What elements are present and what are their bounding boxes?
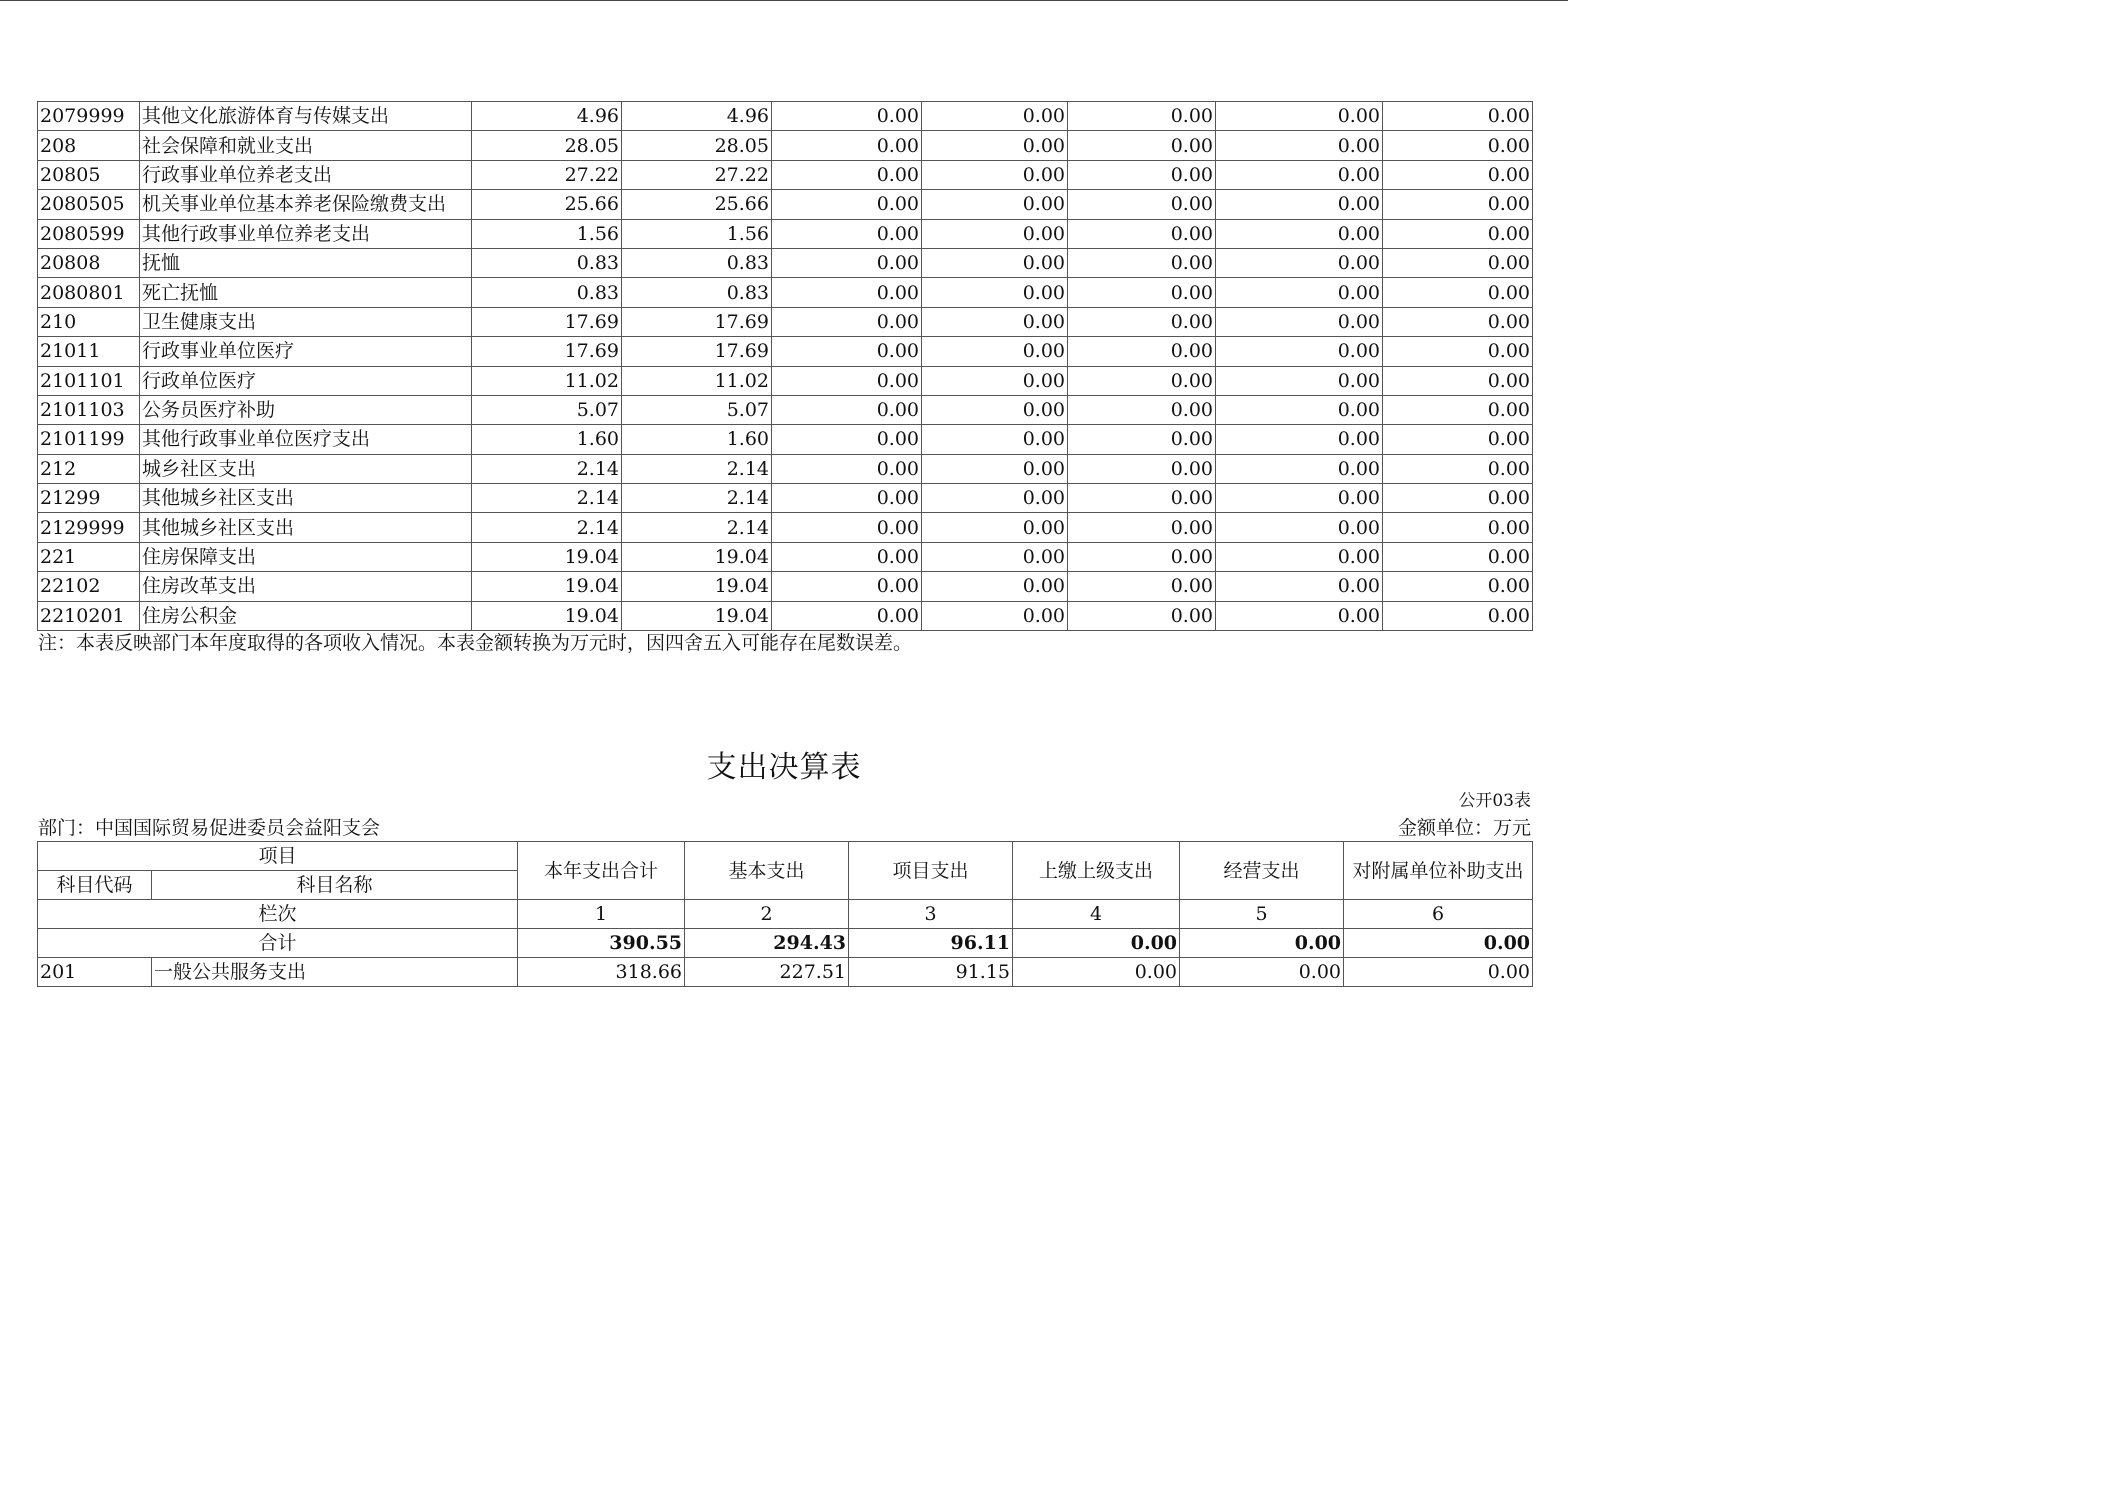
- row-code: 22102: [38, 572, 140, 601]
- header-code: 科目代码: [38, 871, 152, 900]
- row-value: 0.00: [1383, 219, 1533, 248]
- row-value: 2.14: [472, 484, 622, 513]
- row-code: 20805: [38, 160, 140, 189]
- page-top-border: [0, 0, 1568, 1]
- row-value: 0.83: [622, 248, 772, 277]
- row-name: 其他行政事业单位医疗支出: [140, 425, 472, 454]
- row-code: 2210201: [38, 601, 140, 630]
- row-value: 19.04: [622, 601, 772, 630]
- row-value: 0.00: [772, 131, 922, 160]
- row-value: 11.02: [472, 366, 622, 395]
- index-num: 4: [1013, 900, 1180, 929]
- department-label: 部门：中国国际贸易促进委员会益阳支会: [38, 817, 381, 839]
- row-name: 行政单位医疗: [140, 366, 472, 395]
- table-row: [38, 102, 1533, 131]
- header-row-1: [38, 842, 1533, 871]
- row-value: 17.69: [472, 337, 622, 366]
- row-value: 4.96: [622, 102, 772, 131]
- row-value: 0.00: [772, 278, 922, 307]
- row-value: 0.00: [1216, 160, 1383, 189]
- row-value: 1.56: [622, 219, 772, 248]
- table-row: [38, 484, 1533, 513]
- row-value: 1.60: [472, 425, 622, 454]
- total-value: 390.55: [518, 929, 685, 958]
- row-value: 0.00: [1383, 425, 1533, 454]
- row-value: 27.22: [472, 160, 622, 189]
- row-value: 0.00: [1216, 131, 1383, 160]
- table-row: [38, 601, 1533, 630]
- row-value: 0.00: [922, 278, 1068, 307]
- row-value: 0.00: [1216, 601, 1383, 630]
- row-name: 死亡抚恤: [140, 278, 472, 307]
- row-value: 19.04: [622, 542, 772, 571]
- row-value: 0.00: [1216, 190, 1383, 219]
- row-value: 0.00: [772, 366, 922, 395]
- row-code: 21011: [38, 337, 140, 366]
- row-value: 0.00: [1068, 425, 1216, 454]
- table-row: [38, 572, 1533, 601]
- row-value: 0.00: [1068, 484, 1216, 513]
- page-title: 支出决算表: [706, 750, 862, 785]
- table-row: [38, 337, 1533, 366]
- amount-unit-label: 金额单位：万元: [1397, 817, 1531, 839]
- row-value: 0.00: [1068, 248, 1216, 277]
- row-value: 0.00: [1180, 958, 1344, 987]
- row-value: 0.00: [772, 337, 922, 366]
- row-value: 0.00: [1383, 190, 1533, 219]
- table-row: [38, 190, 1533, 219]
- row-value: 1.56: [472, 219, 622, 248]
- row-value: 0.00: [1383, 366, 1533, 395]
- row-value: 0.00: [1068, 366, 1216, 395]
- row-value: 27.22: [622, 160, 772, 189]
- row-name: 公务员医疗补助: [140, 395, 472, 424]
- row-value: 0.00: [922, 572, 1068, 601]
- row-value: 19.04: [472, 572, 622, 601]
- table-row: [38, 131, 1533, 160]
- table-note: 注：本表反映部门本年度取得的各项收入情况。本表金额转换为万元时，因四舍五入可能存在尾数误差。: [38, 632, 913, 654]
- row-value: 0.00: [922, 160, 1068, 189]
- header-col-subsidy: 对附属单位补助支出: [1344, 842, 1533, 900]
- row-value: 0.00: [772, 484, 922, 513]
- row-value: 25.66: [472, 190, 622, 219]
- row-value: 0.00: [1383, 542, 1533, 571]
- row-value: 0.00: [1068, 131, 1216, 160]
- header-col-total: 本年支出合计: [518, 842, 685, 900]
- row-value: 0.00: [1068, 102, 1216, 131]
- row-value: 0.00: [1068, 572, 1216, 601]
- header-col-operating: 经营支出: [1180, 842, 1344, 900]
- row-code: 210: [38, 307, 140, 336]
- row-value: 0.00: [1383, 160, 1533, 189]
- row-value: 0.00: [1068, 278, 1216, 307]
- row-value: 318.66: [518, 958, 685, 987]
- row-value: 2.14: [622, 513, 772, 542]
- row-value: 227.51: [685, 958, 849, 987]
- row-value: 5.07: [472, 395, 622, 424]
- row-code: 21299: [38, 484, 140, 513]
- row-value: 0.00: [1013, 958, 1180, 987]
- table-row: [38, 366, 1533, 395]
- row-value: 0.00: [1383, 102, 1533, 131]
- row-code: 2129999: [38, 513, 140, 542]
- row-value: 0.00: [1068, 513, 1216, 542]
- table-row: [38, 395, 1533, 424]
- row-value: 0.00: [1068, 542, 1216, 571]
- row-value: 0.00: [922, 102, 1068, 131]
- row-value: 0.00: [772, 190, 922, 219]
- row-value: 0.00: [1383, 395, 1533, 424]
- header-name: 科目名称: [152, 871, 518, 900]
- row-value: 0.00: [772, 160, 922, 189]
- row-code: 212: [38, 454, 140, 483]
- row-value: 0.00: [922, 484, 1068, 513]
- row-value: 0.00: [772, 454, 922, 483]
- row-value: 0.00: [1216, 454, 1383, 483]
- form-number: 公开03表: [1458, 791, 1531, 811]
- header-col-remit: 上缴上级支出: [1013, 842, 1180, 900]
- row-value: 0.00: [772, 513, 922, 542]
- row-value: 0.00: [1383, 454, 1533, 483]
- row-name: 行政事业单位医疗: [140, 337, 472, 366]
- row-value: 25.66: [622, 190, 772, 219]
- row-name: 其他城乡社区支出: [140, 513, 472, 542]
- row-value: 0.00: [1383, 484, 1533, 513]
- expenditure-table: [37, 841, 1533, 987]
- row-code: 2080505: [38, 190, 140, 219]
- total-row: [38, 929, 1533, 958]
- row-name: 其他行政事业单位养老支出: [140, 219, 472, 248]
- row-value: 0.00: [922, 190, 1068, 219]
- row-value: 0.00: [1216, 366, 1383, 395]
- table-row: [38, 454, 1533, 483]
- index-num: 6: [1344, 900, 1533, 929]
- row-value: 0.00: [1383, 337, 1533, 366]
- row-value: 0.00: [1216, 278, 1383, 307]
- row-value: 0.00: [1068, 601, 1216, 630]
- row-value: 0.00: [922, 513, 1068, 542]
- row-value: 4.96: [472, 102, 622, 131]
- row-value: 0.00: [1068, 160, 1216, 189]
- row-name: 住房保障支出: [140, 542, 472, 571]
- row-value: 11.02: [622, 366, 772, 395]
- row-value: 28.05: [472, 131, 622, 160]
- row-value: 0.00: [1216, 484, 1383, 513]
- row-name: 卫生健康支出: [140, 307, 472, 336]
- row-value: 19.04: [472, 542, 622, 571]
- row-value: 0.00: [1216, 307, 1383, 336]
- row-value: 0.00: [1216, 395, 1383, 424]
- row-value: 0.00: [922, 219, 1068, 248]
- row-value: 0.00: [1383, 572, 1533, 601]
- index-num: 1: [518, 900, 685, 929]
- row-value: 0.00: [1216, 337, 1383, 366]
- row-value: 0.83: [472, 278, 622, 307]
- row-value: 0.00: [1216, 102, 1383, 131]
- row-code: 221: [38, 542, 140, 571]
- row-name: 其他文化旅游体育与传媒支出: [140, 102, 472, 131]
- index-row: [38, 900, 1533, 929]
- row-value: 0.00: [1383, 601, 1533, 630]
- total-value: 294.43: [685, 929, 849, 958]
- row-value: 0.00: [1068, 454, 1216, 483]
- row-value: 17.69: [622, 307, 772, 336]
- row-code: 2080599: [38, 219, 140, 248]
- row-name: 机关事业单位基本养老保险缴费支出: [140, 190, 472, 219]
- table-row: [38, 425, 1533, 454]
- row-value: 0.83: [472, 248, 622, 277]
- row-name: 住房公积金: [140, 601, 472, 630]
- row-value: 0.00: [1216, 572, 1383, 601]
- row-code: 2101199: [38, 425, 140, 454]
- row-value: 0.00: [922, 454, 1068, 483]
- row-value: 0.00: [772, 572, 922, 601]
- row-value: 0.00: [772, 219, 922, 248]
- row-value: 28.05: [622, 131, 772, 160]
- header-item: 项目: [38, 842, 518, 871]
- row-name: 住房改革支出: [140, 572, 472, 601]
- total-value: 0.00: [1180, 929, 1344, 958]
- row-value: 2.14: [472, 454, 622, 483]
- table-row: [38, 248, 1533, 277]
- row-value: 1.60: [622, 425, 772, 454]
- row-value: 0.00: [1383, 278, 1533, 307]
- table-row: [38, 958, 1533, 987]
- total-value: 0.00: [1344, 929, 1533, 958]
- index-num: 3: [849, 900, 1013, 929]
- row-value: 0.00: [922, 542, 1068, 571]
- row-code: 2079999: [38, 102, 140, 131]
- row-value: 0.00: [772, 542, 922, 571]
- row-value: 0.00: [1216, 513, 1383, 542]
- row-value: 0.00: [1383, 513, 1533, 542]
- row-value: 0.00: [1068, 395, 1216, 424]
- row-value: 0.00: [922, 248, 1068, 277]
- table-row: [38, 278, 1533, 307]
- row-value: 0.00: [772, 102, 922, 131]
- row-code: 208: [38, 131, 140, 160]
- row-value: 91.15: [849, 958, 1013, 987]
- total-value: 0.00: [1013, 929, 1180, 958]
- row-value: 0.00: [1068, 307, 1216, 336]
- row-value: 0.00: [922, 131, 1068, 160]
- row-value: 19.04: [472, 601, 622, 630]
- row-value: 0.00: [772, 395, 922, 424]
- row-value: 0.00: [922, 425, 1068, 454]
- total-label: 合计: [38, 929, 518, 958]
- table-row: [38, 219, 1533, 248]
- index-label: 栏次: [38, 900, 518, 929]
- row-value: 17.69: [622, 337, 772, 366]
- index-num: 5: [1180, 900, 1344, 929]
- row-code: 20808: [38, 248, 140, 277]
- row-code: 2101103: [38, 395, 140, 424]
- row-name: 社会保障和就业支出: [140, 131, 472, 160]
- row-value: 0.00: [922, 337, 1068, 366]
- row-value: 0.00: [922, 395, 1068, 424]
- header-col-project: 项目支出: [849, 842, 1013, 900]
- row-value: 0.00: [922, 366, 1068, 395]
- row-value: 0.00: [772, 601, 922, 630]
- row-value: 19.04: [622, 572, 772, 601]
- row-value: 0.00: [1068, 190, 1216, 219]
- row-value: 0.00: [772, 425, 922, 454]
- row-value: 0.00: [1068, 219, 1216, 248]
- row-name: 一般公共服务支出: [152, 958, 518, 987]
- header-col-basic: 基本支出: [685, 842, 849, 900]
- row-value: 2.14: [622, 454, 772, 483]
- row-value: 0.00: [772, 307, 922, 336]
- row-value: 0.00: [1383, 248, 1533, 277]
- row-value: 0.00: [772, 248, 922, 277]
- row-value: 0.00: [1216, 542, 1383, 571]
- row-value: 0.00: [1216, 219, 1383, 248]
- income-detail-table: [37, 101, 1533, 631]
- row-name: 城乡社区支出: [140, 454, 472, 483]
- row-name: 抚恤: [140, 248, 472, 277]
- row-value: 0.00: [1383, 131, 1533, 160]
- table-row: [38, 513, 1533, 542]
- row-value: 17.69: [472, 307, 622, 336]
- row-name: 其他城乡社区支出: [140, 484, 472, 513]
- row-value: 0.00: [1216, 248, 1383, 277]
- table-row: [38, 542, 1533, 571]
- total-value: 96.11: [849, 929, 1013, 958]
- row-name: 行政事业单位养老支出: [140, 160, 472, 189]
- row-code: 2080801: [38, 278, 140, 307]
- row-value: 0.00: [1216, 425, 1383, 454]
- index-num: 2: [685, 900, 849, 929]
- row-value: 5.07: [622, 395, 772, 424]
- row-value: 2.14: [472, 513, 622, 542]
- row-code: 2101101: [38, 366, 140, 395]
- row-value: 2.14: [622, 484, 772, 513]
- table-row: [38, 307, 1533, 336]
- row-code: 201: [38, 958, 152, 987]
- row-value: 0.00: [1344, 958, 1533, 987]
- row-value: 0.00: [922, 601, 1068, 630]
- table-row: [38, 160, 1533, 189]
- row-value: 0.00: [1068, 337, 1216, 366]
- row-value: 0.00: [922, 307, 1068, 336]
- row-value: 0.83: [622, 278, 772, 307]
- row-value: 0.00: [1383, 307, 1533, 336]
